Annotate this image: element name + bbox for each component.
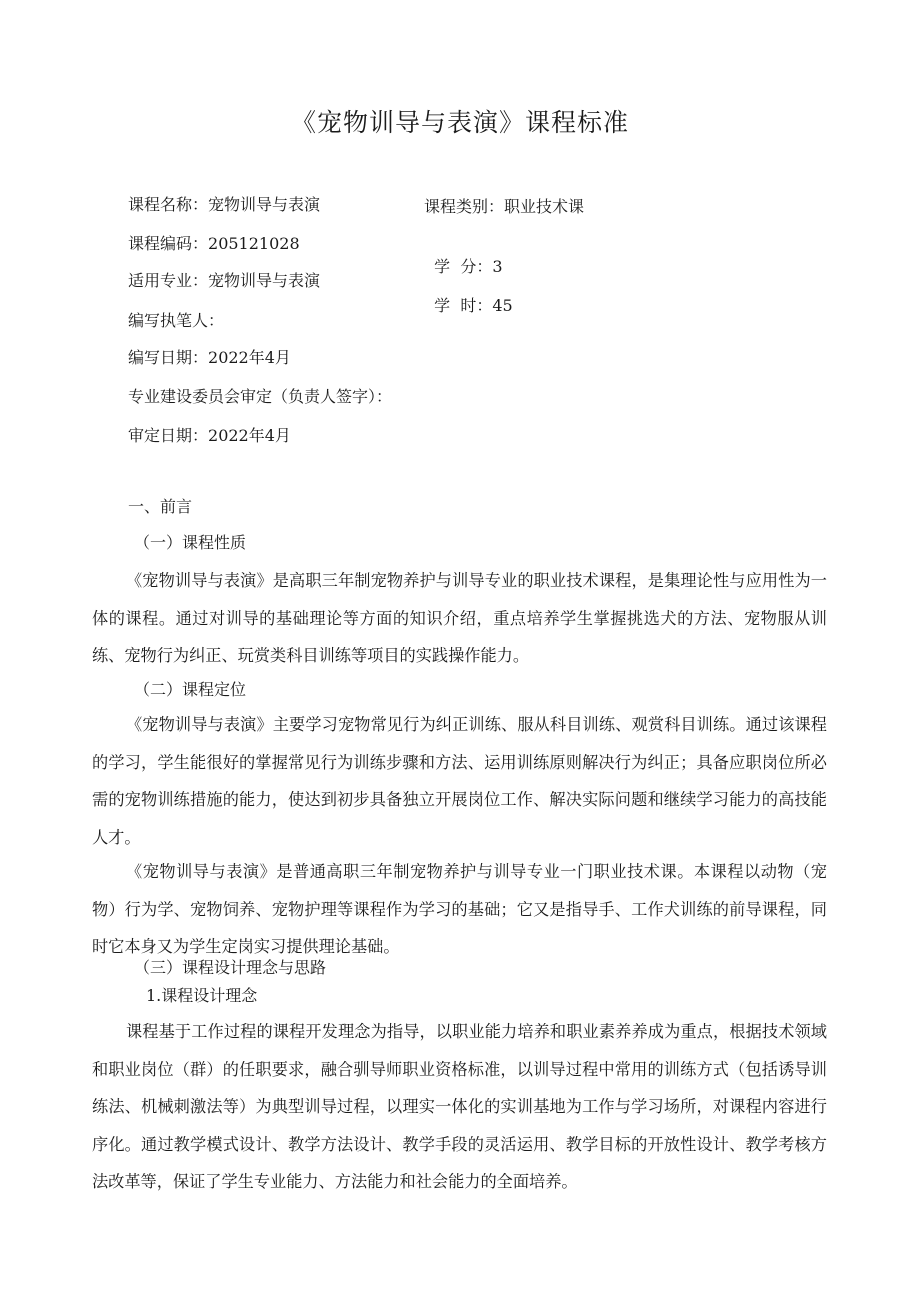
paragraph-relation: 《宠物训导与表演》是普通高职三年制宠物养护与训导专业一门职业技术课。本课程以动物（宠物）行为学、宠物饲养、宠物护理等课程作为学习的基础；它又是指导手、工作犬训练的前导课程，同时它本身又为学生定岗实习提供理论基础。	[92, 862, 827, 956]
major-value: 宠物训导与表演	[208, 271, 321, 290]
course-name-label: 课程名称：	[128, 195, 209, 214]
credit-label: 学 分：	[434, 257, 493, 276]
document-title: 《宠物训导与表演》课程标准	[290, 108, 629, 137]
course-code-label: 课程编码：	[128, 234, 209, 253]
course-type-label: 课程类别：	[424, 197, 505, 216]
course-type-row	[424, 196, 584, 218]
subsection-heading-nature: （一）课程性质	[134, 533, 247, 552]
major-label: 适用专业：	[128, 271, 209, 290]
course-name-row	[128, 194, 320, 216]
paragraph-design-concept: 课程基于工作过程的课程开发理念为指导，以职业能力培养和职业素养养成为重点，根据技术领域和职业岗位（群）的任职要求，融合驯导师职业资格标准，以训导过程中常用的训练方式（包括诱导训练法、机械刺激法等）为典型训导过程，以理实一体化的实训基地为工作与学习场所，对课程内容进行序化。通过教学模式设计、教学方法设计、教学手段的灵活运用、教学目标的开放性设计、教学考核方法改革等，保证了学生专业能力、方法能力和社会能力的全面培养。	[92, 1022, 827, 1191]
date-value: 2022年4月	[208, 348, 291, 367]
author-row	[128, 310, 224, 332]
review-label: 专业建设委员会审定（负责人签字）：	[128, 387, 393, 406]
major-row	[128, 270, 320, 292]
course-type-value: 职业技术课	[504, 197, 585, 216]
subsection-heading-positioning: （二）课程定位	[134, 680, 247, 699]
author-label: 编写执笔人：	[128, 311, 225, 330]
review-date-row	[128, 425, 291, 447]
date-label: 编写日期：	[128, 348, 209, 367]
paragraph-positioning: 《宠物训导与表演》主要学习宠物常见行为纠正训练、服从科目训练、观赏科目训练。通过该课程的学习，学生能很好的掌握常见行为训练步骤和方法、运用训练原则解决行为纠正；具备应职岗位所必需的宠物训练措施的能力，使达到初步具备独立开展岗位工作、解决实际问题和继续学习能力的高技能人才。	[92, 715, 827, 847]
course-code-row	[128, 233, 300, 255]
subsection-heading-design-concept: 1.课程设计理念	[146, 986, 258, 1005]
review-row	[128, 386, 392, 408]
section-heading-preface: 一、前言	[128, 497, 193, 516]
review-date-value: 2022年4月	[208, 426, 291, 445]
course-name-value: 宠物训导与表演	[208, 195, 321, 214]
review-date-label: 审定日期：	[128, 426, 209, 445]
hours-row	[424, 273, 513, 317]
credit-value: 3	[492, 257, 503, 276]
paragraph-nature: 《宠物训导与表演》是高职三年制宠物养护与训导专业的职业技术课程，是集理论性与应用性为一体的课程。通过对训导的基础理论等方面的知识介绍，重点培养学生掌握挑选犬的方法、宠物服从训练、宠物行为纠正、玩赏类科目训练等项目的实践操作能力。	[92, 571, 827, 665]
hours-label: 学 时：	[434, 296, 493, 315]
credit-row	[424, 234, 503, 278]
course-code-value: 205121028	[208, 234, 300, 253]
subsection-heading-design: （三）课程设计理念与思路	[134, 958, 327, 977]
date-row	[128, 347, 291, 369]
hours-value: 45	[492, 296, 513, 315]
